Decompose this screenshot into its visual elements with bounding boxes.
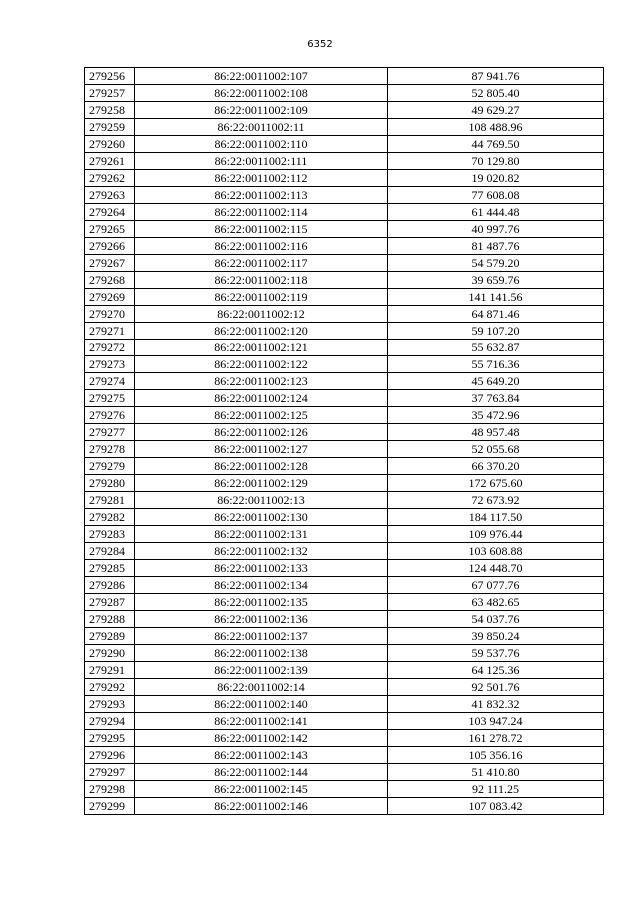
cadastral-number-cell: 86:22:0011002:127 <box>135 441 388 458</box>
row-number-cell: 279297 <box>85 763 135 780</box>
table-row <box>85 780 604 797</box>
table-row <box>85 458 604 475</box>
value-cell: 59 107.20 <box>388 322 604 339</box>
value-cell: 35 472.96 <box>388 407 604 424</box>
table-row <box>85 322 604 339</box>
value-cell: 45 649.20 <box>388 373 604 390</box>
row-number-cell: 279295 <box>85 729 135 746</box>
cadastral-number-cell: 86:22:0011002:112 <box>135 169 388 186</box>
cadastral-number-cell: 86:22:0011002:115 <box>135 220 388 237</box>
value-cell: 19 020.82 <box>388 169 604 186</box>
cadastral-number-cell: 86:22:0011002:126 <box>135 424 388 441</box>
cadastral-number-cell: 86:22:0011002:138 <box>135 644 388 661</box>
table-row <box>85 84 604 101</box>
table-row <box>85 68 604 85</box>
table-row <box>85 424 604 441</box>
value-cell: 37 763.84 <box>388 390 604 407</box>
table-row <box>85 373 604 390</box>
table-row <box>85 441 604 458</box>
cadastral-number-cell: 86:22:0011002:141 <box>135 712 388 729</box>
table-row <box>85 203 604 220</box>
row-number-cell: 279267 <box>85 254 135 271</box>
row-number-cell: 279274 <box>85 373 135 390</box>
table-row <box>85 678 604 695</box>
value-cell: 67 077.76 <box>388 577 604 594</box>
row-number-cell: 279262 <box>85 169 135 186</box>
cadastral-number-cell: 86:22:0011002:125 <box>135 407 388 424</box>
table-row <box>85 543 604 560</box>
cadastral-number-cell: 86:22:0011002:146 <box>135 797 388 814</box>
value-cell: 61 444.48 <box>388 203 604 220</box>
row-number-cell: 279290 <box>85 644 135 661</box>
row-number-cell: 279258 <box>85 101 135 118</box>
table-row <box>85 509 604 526</box>
row-number-cell: 279265 <box>85 220 135 237</box>
value-cell: 92 501.76 <box>388 678 604 695</box>
cadastral-number-cell: 86:22:0011002:136 <box>135 611 388 628</box>
cadastral-number-cell: 86:22:0011002:132 <box>135 543 388 560</box>
value-cell: 70 129.80 <box>388 152 604 169</box>
page-number: 6352 <box>307 39 333 50</box>
value-cell: 54 579.20 <box>388 254 604 271</box>
row-number-cell: 279272 <box>85 339 135 356</box>
cadastral-number-cell: 86:22:0011002:120 <box>135 322 388 339</box>
value-cell: 39 850.24 <box>388 627 604 644</box>
value-cell: 48 957.48 <box>388 424 604 441</box>
table-row <box>85 475 604 492</box>
row-number-cell: 279280 <box>85 475 135 492</box>
value-cell: 141 141.56 <box>388 288 604 305</box>
row-number-cell: 279275 <box>85 390 135 407</box>
value-cell: 72 673.92 <box>388 492 604 509</box>
cadastral-number-cell: 86:22:0011002:129 <box>135 475 388 492</box>
cadastral-number-cell: 86:22:0011002:134 <box>135 577 388 594</box>
cadastral-number-cell: 86:22:0011002:135 <box>135 594 388 611</box>
row-number-cell: 279288 <box>85 611 135 628</box>
table-row <box>85 763 604 780</box>
table-row <box>85 560 604 577</box>
cadastral-number-cell: 86:22:0011002:145 <box>135 780 388 797</box>
cadastral-number-cell: 86:22:0011002:114 <box>135 203 388 220</box>
table-row <box>85 526 604 543</box>
table-row <box>85 152 604 169</box>
table-row <box>85 611 604 628</box>
row-number-cell: 279256 <box>85 68 135 85</box>
cadastral-number-cell: 86:22:0011002:11 <box>135 118 388 135</box>
cadastral-number-cell: 86:22:0011002:123 <box>135 373 388 390</box>
value-cell: 59 537.76 <box>388 644 604 661</box>
table-row <box>85 594 604 611</box>
value-cell: 109 976.44 <box>388 526 604 543</box>
value-cell: 107 083.42 <box>388 797 604 814</box>
value-cell: 92 111.25 <box>388 780 604 797</box>
value-cell: 49 629.27 <box>388 101 604 118</box>
row-number-cell: 279293 <box>85 695 135 712</box>
row-number-cell: 279294 <box>85 712 135 729</box>
value-cell: 40 997.76 <box>388 220 604 237</box>
table-row <box>85 729 604 746</box>
value-cell: 52 805.40 <box>388 84 604 101</box>
row-number-cell: 279277 <box>85 424 135 441</box>
table-row <box>85 305 604 322</box>
value-cell: 172 675.60 <box>388 475 604 492</box>
cadastral-number-cell: 86:22:0011002:117 <box>135 254 388 271</box>
value-cell: 81 487.76 <box>388 237 604 254</box>
value-cell: 184 117.50 <box>388 509 604 526</box>
value-cell: 52 055.68 <box>388 441 604 458</box>
value-cell: 51 410.80 <box>388 763 604 780</box>
row-number-cell: 279282 <box>85 509 135 526</box>
cadastral-number-cell: 86:22:0011002:110 <box>135 135 388 152</box>
table-row <box>85 237 604 254</box>
row-number-cell: 279292 <box>85 678 135 695</box>
table-body <box>85 68 604 815</box>
cadastral-number-cell: 86:22:0011002:13 <box>135 492 388 509</box>
table-row <box>85 135 604 152</box>
value-cell: 103 947.24 <box>388 712 604 729</box>
cadastral-number-cell: 86:22:0011002:109 <box>135 101 388 118</box>
value-cell: 39 659.76 <box>388 271 604 288</box>
row-number-cell: 279266 <box>85 237 135 254</box>
row-number-cell: 279271 <box>85 322 135 339</box>
row-number-cell: 279263 <box>85 186 135 203</box>
table-row <box>85 186 604 203</box>
row-number-cell: 279270 <box>85 305 135 322</box>
table-row <box>85 288 604 305</box>
value-cell: 64 125.36 <box>388 661 604 678</box>
cadastral-number-cell: 86:22:0011002:113 <box>135 186 388 203</box>
row-number-cell: 279283 <box>85 526 135 543</box>
table-row <box>85 271 604 288</box>
cadastral-number-cell: 86:22:0011002:118 <box>135 271 388 288</box>
cadastral-number-cell: 86:22:0011002:140 <box>135 695 388 712</box>
row-number-cell: 279264 <box>85 203 135 220</box>
value-cell: 103 608.88 <box>388 543 604 560</box>
table-row <box>85 746 604 763</box>
table-row <box>85 254 604 271</box>
row-number-cell: 279284 <box>85 543 135 560</box>
cadastral-number-cell: 86:22:0011002:14 <box>135 678 388 695</box>
cadastral-value-table <box>84 67 604 815</box>
cadastral-number-cell: 86:22:0011002:137 <box>135 627 388 644</box>
cadastral-number-cell: 86:22:0011002:142 <box>135 729 388 746</box>
table-row <box>85 577 604 594</box>
value-cell: 54 037.76 <box>388 611 604 628</box>
row-number-cell: 279296 <box>85 746 135 763</box>
table-row <box>85 118 604 135</box>
table-row <box>85 661 604 678</box>
cadastral-number-cell: 86:22:0011002:130 <box>135 509 388 526</box>
row-number-cell: 279278 <box>85 441 135 458</box>
table-row <box>85 627 604 644</box>
cadastral-number-cell: 86:22:0011002:144 <box>135 763 388 780</box>
cadastral-number-cell: 86:22:0011002:131 <box>135 526 388 543</box>
row-number-cell: 279287 <box>85 594 135 611</box>
table-row <box>85 407 604 424</box>
cadastral-number-cell: 86:22:0011002:122 <box>135 356 388 373</box>
table-row <box>85 220 604 237</box>
row-number-cell: 279299 <box>85 797 135 814</box>
row-number-cell: 279269 <box>85 288 135 305</box>
value-cell: 105 356.16 <box>388 746 604 763</box>
row-number-cell: 279298 <box>85 780 135 797</box>
value-cell: 44 769.50 <box>388 135 604 152</box>
row-number-cell: 279281 <box>85 492 135 509</box>
table-row <box>85 390 604 407</box>
table-row <box>85 492 604 509</box>
cadastral-number-cell: 86:22:0011002:128 <box>135 458 388 475</box>
table-row <box>85 169 604 186</box>
value-cell: 41 832.32 <box>388 695 604 712</box>
table-row <box>85 712 604 729</box>
value-cell: 77 608.08 <box>388 186 604 203</box>
cadastral-number-cell: 86:22:0011002:108 <box>135 84 388 101</box>
cadastral-number-cell: 86:22:0011002:124 <box>135 390 388 407</box>
row-number-cell: 279286 <box>85 577 135 594</box>
row-number-cell: 279260 <box>85 135 135 152</box>
row-number-cell: 279268 <box>85 271 135 288</box>
value-cell: 55 716.36 <box>388 356 604 373</box>
value-cell: 63 482.65 <box>388 594 604 611</box>
table-row <box>85 339 604 356</box>
table-row <box>85 644 604 661</box>
cadastral-number-cell: 86:22:0011002:107 <box>135 68 388 85</box>
value-cell: 55 632.87 <box>388 339 604 356</box>
cadastral-number-cell: 86:22:0011002:116 <box>135 237 388 254</box>
value-cell: 161 278.72 <box>388 729 604 746</box>
cadastral-number-cell: 86:22:0011002:111 <box>135 152 388 169</box>
row-number-cell: 279261 <box>85 152 135 169</box>
row-number-cell: 279259 <box>85 118 135 135</box>
value-cell: 124 448.70 <box>388 560 604 577</box>
value-cell: 66 370.20 <box>388 458 604 475</box>
cadastral-number-cell: 86:22:0011002:139 <box>135 661 388 678</box>
row-number-cell: 279257 <box>85 84 135 101</box>
row-number-cell: 279279 <box>85 458 135 475</box>
table-row <box>85 356 604 373</box>
table-row <box>85 101 604 118</box>
row-number-cell: 279276 <box>85 407 135 424</box>
row-number-cell: 279273 <box>85 356 135 373</box>
cadastral-number-cell: 86:22:0011002:133 <box>135 560 388 577</box>
row-number-cell: 279289 <box>85 627 135 644</box>
cadastral-number-cell: 86:22:0011002:119 <box>135 288 388 305</box>
cadastral-number-cell: 86:22:0011002:12 <box>135 305 388 322</box>
value-cell: 64 871.46 <box>388 305 604 322</box>
cadastral-number-cell: 86:22:0011002:121 <box>135 339 388 356</box>
table-row <box>85 797 604 814</box>
row-number-cell: 279285 <box>85 560 135 577</box>
table-row <box>85 695 604 712</box>
value-cell: 108 488.96 <box>388 118 604 135</box>
cadastral-number-cell: 86:22:0011002:143 <box>135 746 388 763</box>
row-number-cell: 279291 <box>85 661 135 678</box>
value-cell: 87 941.76 <box>388 68 604 85</box>
